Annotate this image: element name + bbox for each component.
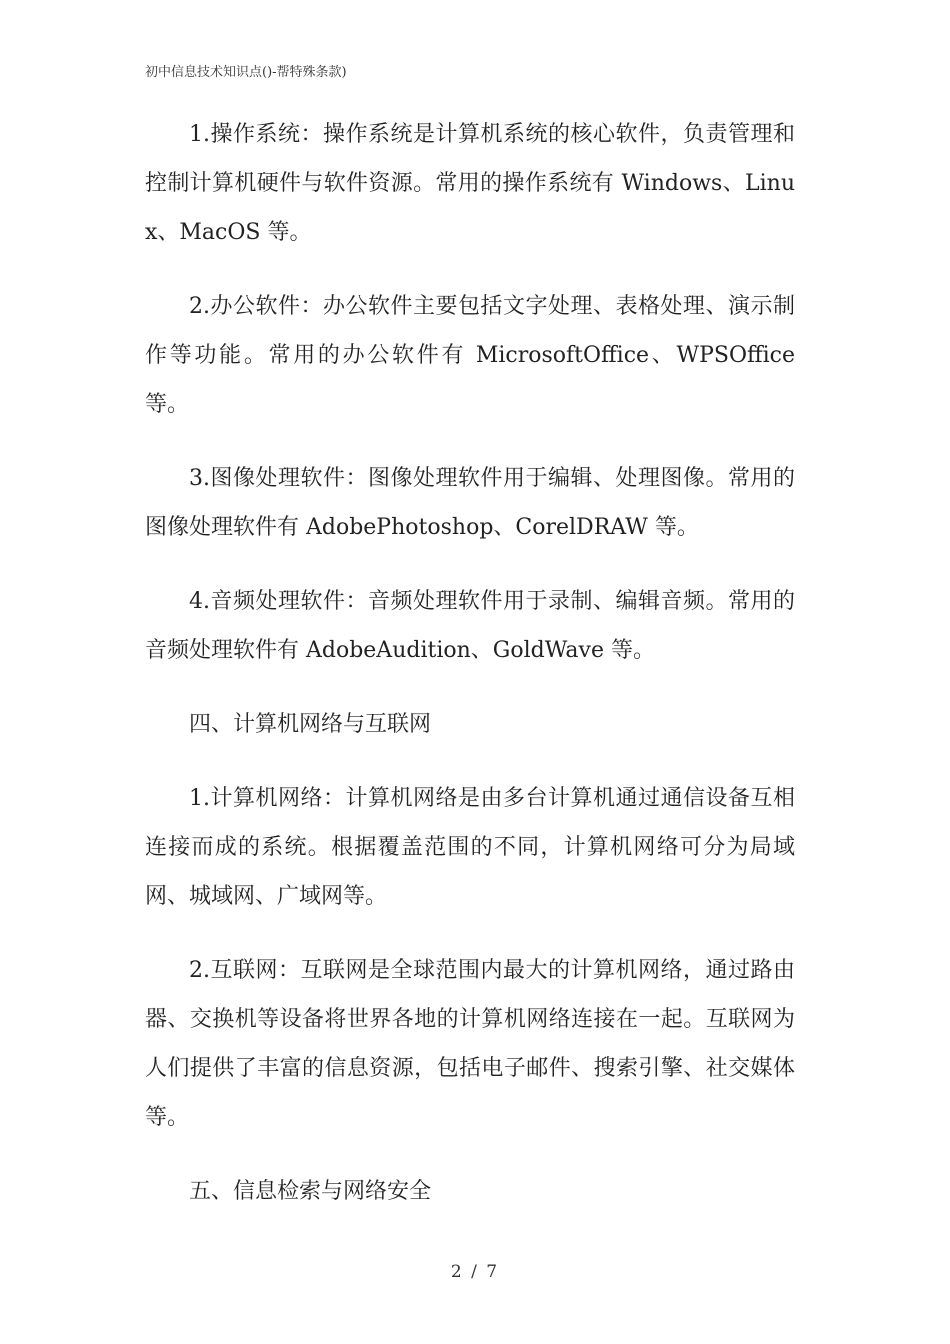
paragraph-image-software: 3.图像处理软件：图像处理软件用于编辑、处理图像。常用的图像处理软件有 AdobePhotoshop、CorelDRAW 等。 [145, 466, 795, 540]
paragraph-operating-system: 1.操作系统：操作系统是计算机系统的核心软件，负责管理和控制计算机硬件与软件资源。常用的操作系统有 Windows、Linux、MacOS 等。 [145, 122, 795, 245]
paragraph-office-software: 2.办公软件：办公软件主要包括文字处理、表格处理、演示制作等功能。常用的办公软件有 MicrosoftOffice、WPSOffice 等。 [145, 294, 795, 417]
page-number: 2 / 7 [450, 1262, 500, 1282]
paragraph-audio-software: 4.音频处理软件：音频处理软件用于录制、编辑音频。常用的音频处理软件有 AdobeAudition、GoldWave 等。 [145, 589, 795, 663]
section-heading-security: 五、信息检索与网络安全 [189, 1179, 432, 1204]
section-heading-network: 四、计算机网络与互联网 [189, 712, 432, 737]
paragraph-computer-network: 1.计算机网络：计算机网络是由多台计算机通过通信设备互相连接而成的系统。根据覆盖范围的不同，计算机网络可分为局域网、城域网、广域网等。 [145, 786, 795, 909]
document-header: 初中信息技术知识点()-帮特殊条款) [145, 65, 347, 80]
paragraph-internet: 2.互联网：互联网是全球范围内最大的计算机网络，通过路由器、交换机等设备将世界各地的计算机网络连接在一起。互联网为人们提供了丰富的信息资源，包括电子邮件、搜索引擎、社交媒体等。 [145, 958, 795, 1130]
document-body [145, 110, 795, 1241]
